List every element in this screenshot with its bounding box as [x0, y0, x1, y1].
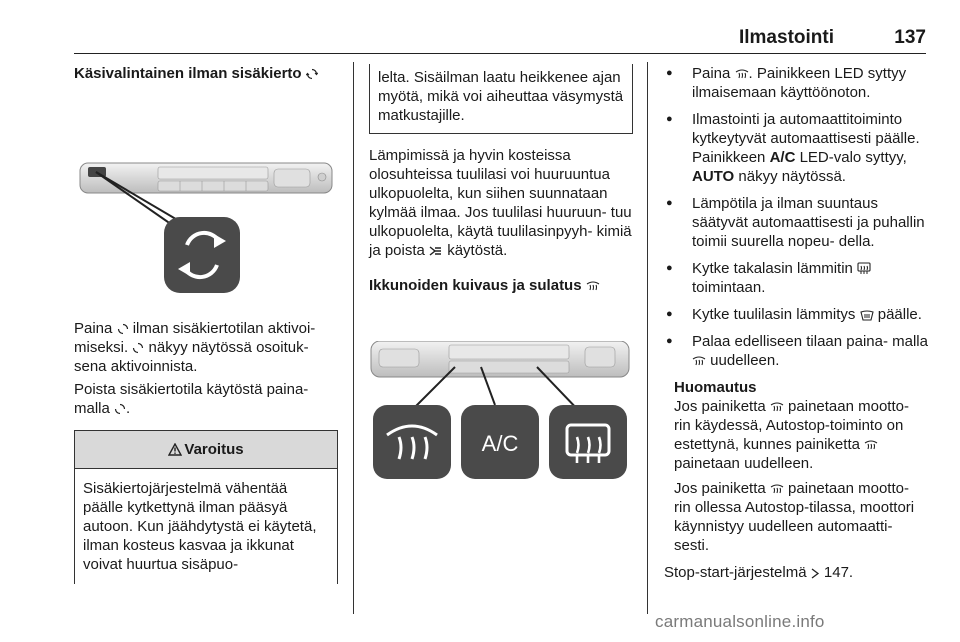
warning-continuation: lelta. Sisäilman laatu heikkenee ajan myötä, mikä voi aiheuttaa väsymystä matkustajille.	[369, 64, 633, 134]
defrost-icon	[735, 68, 749, 80]
page-ref-icon	[811, 568, 820, 579]
defrost-icon	[586, 280, 600, 292]
recirculation-icon	[306, 68, 318, 80]
list-item: ● Ilmastointi ja automaattitoiminto kytkeytyvät automaattisesti päälle. Painikkeen A/C LED-valo syttyy, AUTO näkyy näytössä.	[664, 110, 928, 186]
column-2	[369, 64, 633, 481]
defrost-icon	[692, 355, 706, 367]
watermark: carmanualsonline.info	[655, 612, 825, 631]
recirculation-icon	[132, 342, 144, 354]
defrost-steps-list	[664, 64, 928, 370]
warning-triangle-icon	[168, 443, 182, 456]
recirculation-icon	[117, 323, 129, 335]
list-item: ● Paina . Painikkeen LED syttyy ilmaisemaan käyttöönoton.	[664, 64, 928, 102]
note-text-1: Jos painiketta painetaan mootto- rin käydessä, Autostop-toiminto on estettynä, kunnes painiketta painetaan uudelleen.	[674, 398, 909, 472]
column-divider	[647, 62, 648, 614]
recirculation-icon	[114, 403, 126, 415]
column-divider	[353, 62, 354, 614]
ac-button-label: A/C	[481, 431, 519, 456]
note-title: Huomautus	[674, 379, 757, 396]
section-title: Ilmastointi	[738, 27, 834, 48]
list-item: ● Kytke takalasin lämmitin toimintaan.	[664, 259, 928, 297]
warning-box	[74, 430, 338, 584]
page-number: 137	[894, 27, 926, 48]
defrost-icon	[770, 483, 784, 495]
defrost-icon	[770, 401, 784, 413]
list-item: ● Palaa edelliseen tilaan paina- malla uudelleen.	[664, 332, 928, 370]
note-block	[664, 378, 928, 555]
warning-text: Sisäkiertojärjestelmä vähentää päälle kytkettynä ilman pääsyä autoon. Kun jäähdytystä ei käytetä, ilman kosteus kasvaa ja ikkunat voivat huurtua sisäpuo-	[83, 480, 317, 573]
recirculation-activate-text: Paina ilman sisäkiertotilan aktivoi- miseksi. näkyy näytössä osoituk- sena aktivoinnista.	[74, 320, 316, 375]
defrost-heading: Ikkunoiden kuivaus ja sulatus	[369, 276, 633, 295]
page-header	[74, 28, 926, 54]
recirculation-button-illustration	[74, 137, 338, 297]
defrost-buttons-illustration	[369, 341, 633, 481]
note-text-2: Jos painiketta painetaan mootto- rin ollessa Autostop-tilassa, moottori käynnistyy uudelleen automaatti- sesti.	[674, 480, 915, 554]
column-3	[664, 64, 928, 582]
list-item: ● Kytke tuulilasin lämmitys päälle.	[664, 305, 928, 324]
column-1	[74, 64, 338, 584]
list-item: ● Lämpötila ja ilman suuntaus säätyvät automaattisesti ja puhallin toimii suurella nopeu- della.	[664, 194, 928, 251]
warning-header: Varoitus	[75, 431, 337, 469]
recirculation-heading: Käsivalintainen ilman sisäkierto	[74, 64, 338, 83]
cross-reference[interactable]: Stop-start-järjestelmä 147.	[664, 564, 854, 581]
ac-icon	[429, 245, 443, 257]
rear-window-heater-icon	[857, 262, 871, 275]
windscreen-heater-icon	[860, 310, 874, 321]
defrost-icon	[864, 439, 878, 451]
recirculation-deactivate-text: Poista sisäkiertotila käytöstä paina- malla .	[74, 381, 309, 417]
fogging-text: Lämpimissä ja hyvin kosteissa olosuhteissa tuulilasi voi huuruuntua ulkopuolelta, kun siihen suunnataan kylmää ilmaa. Jos tuulilasi huuruun- tuu ulkopuolelta, käytä tuulilasinpyyh- kimiä ja poista käytöstä.	[369, 147, 632, 259]
